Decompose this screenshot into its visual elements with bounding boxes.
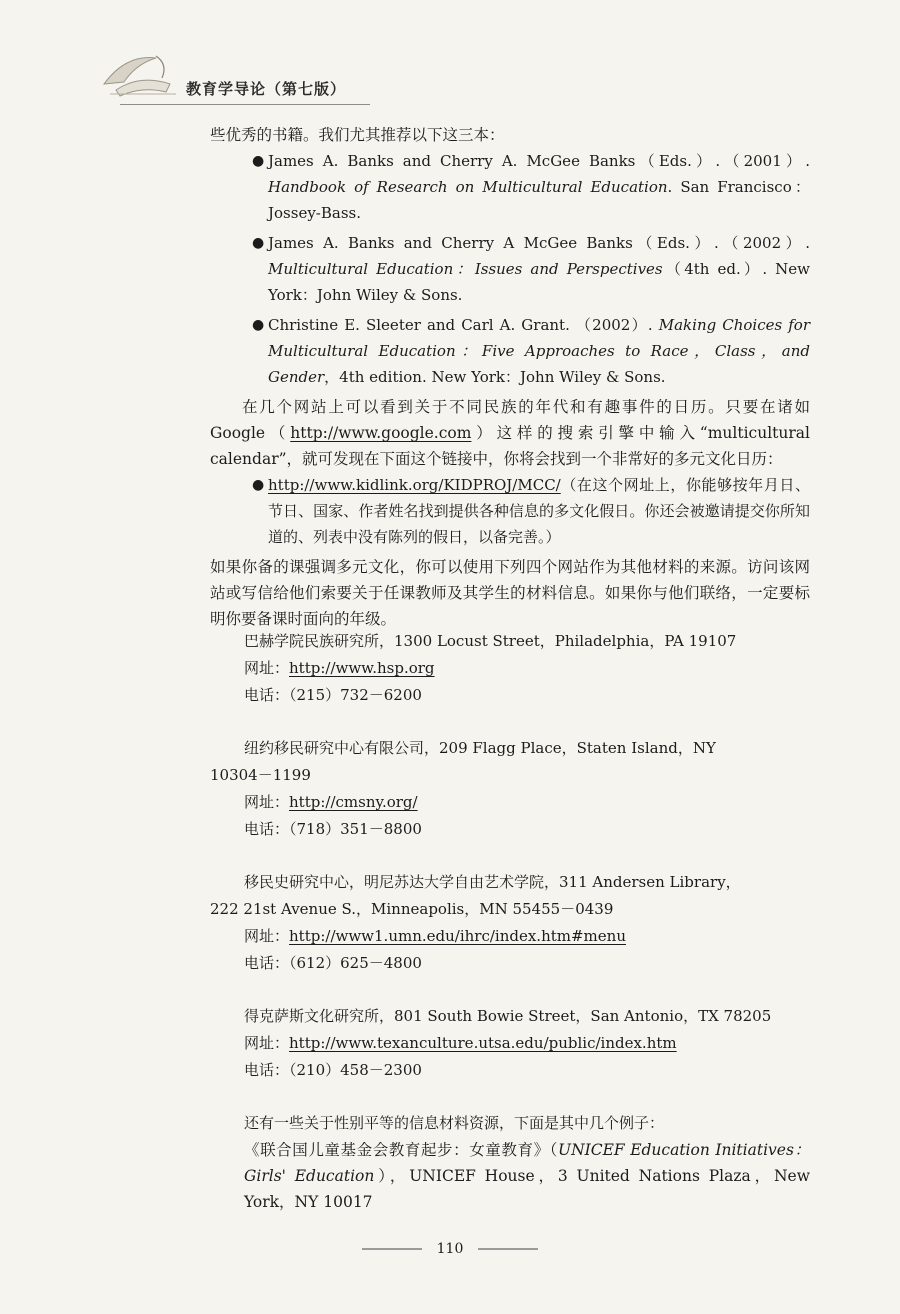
org-phone: 电话：（210）458－2300: [244, 1061, 422, 1079]
footer-rule-right: [478, 1248, 538, 1250]
footer-rule-left: [362, 1248, 422, 1250]
running-header-title: 教育学导论（第七版）: [186, 80, 347, 98]
org-address: 巴赫学院民族研究所，1300 Locust Street，Philadelphia，PA 19107: [244, 632, 737, 650]
google-link[interactable]: http://www.google.com: [290, 424, 472, 442]
bullet-icon: ●: [252, 477, 265, 493]
org-web: 网址：http://www.hsp.org: [244, 659, 435, 677]
org-address: 得克萨斯文化研究所，801 South Bowie Street，San Antonio，TX 78205: [244, 1007, 772, 1025]
bullet-icon: ●: [252, 153, 265, 169]
gender-entry: 《联合国儿童基金会教育起步：女童教育》（UNICEF Education Initiatives：Girls' Education），UNICEF House，3 United Nations Plaza，New York，NY 10017: [244, 1141, 810, 1211]
org-entry-3: [210, 869, 810, 977]
org-entry-2: [210, 735, 810, 843]
book-recommendations: [210, 122, 810, 632]
org-address-cont: 222 21st Avenue S.，Minneapolis，MN 55455－0439: [210, 900, 614, 918]
org-address-cont: 10304－1199: [210, 766, 311, 784]
organization-list: [210, 628, 810, 1215]
book-feather-logo-icon: [96, 44, 186, 104]
calendar-link-list: [210, 472, 810, 550]
org-web-link[interactable]: http://www.hsp.org: [289, 659, 435, 677]
org-web-link[interactable]: http://www1.umn.edu/ihrc/index.htm#menu: [289, 927, 626, 945]
kidlink-link[interactable]: http://www.kidlink.org/KIDPROJ/MCC/: [268, 476, 561, 494]
org-web: 网址：http://www.texanculture.utsa.edu/public/index.htm: [244, 1034, 677, 1052]
page-number: 110: [436, 1240, 464, 1257]
calendar-link-entry: ● http://www.kidlink.org/KIDPROJ/MCC/（在这个网址上，你能够按年月日、节日、国家、作者姓名找到提供各种信息的多文化假日。你还会被邀请提交你所知道的、列表中没有陈列的假日，以备完善。）: [210, 472, 810, 550]
header-rule: [120, 104, 370, 105]
org-phone: 电话：（215）732－6200: [244, 686, 422, 704]
org-phone: 电话：（718）351－8800: [244, 820, 422, 838]
sources-paragraph: 如果你备的课强调多元文化，你可以使用下列四个网站作为其他材料的来源。访问该网站或写信给他们索要关于任课教师及其学生的材料信息。如果你与他们联络，一定要标明你要备课时面向的年级。: [210, 558, 810, 628]
org-entry-4: [210, 1003, 810, 1084]
org-web: 网址：http://www1.umn.edu/ihrc/index.htm#menu: [244, 927, 626, 945]
bullet-icon: ●: [252, 235, 265, 251]
org-web-link[interactable]: http://www.texanculture.utsa.edu/public/index.htm: [289, 1034, 677, 1052]
book-entry-3: ● Christine E. Sleeter and Carl A. Grant. （2002）. Making Choices for Multicultural Education：Five Approaches to Race，Class，and Gender，4th edition. New York：John Wiley & Sons.: [210, 312, 810, 390]
org-web: 网址：http://cmsny.org/: [244, 793, 418, 811]
page-footer: [0, 1238, 900, 1257]
book-list: [210, 148, 810, 390]
org-entry-1: [210, 628, 810, 709]
calendar-paragraph: 在几个网站上可以看到关于不同民族的年代和有趣事件的日历。只要在诸如 Google（http://www.google.com）这样的搜索引擎中输入“multicultural calendar”，就可发现在下面这个链接中，你将会找到一个非常好的多元文化日历：: [210, 398, 810, 468]
gender-intro: 还有一些关于性别平等的信息材料资源，下面是其中几个例子：: [244, 1114, 665, 1132]
bullet-icon: ●: [252, 317, 265, 333]
org-address: 纽约移民研究中心有限公司，209 Flagg Place，Staten Island，NY: [244, 739, 716, 757]
org-web-link[interactable]: http://cmsny.org/: [289, 793, 418, 811]
org-phone: 电话：（612）625－4800: [244, 954, 422, 972]
org-address: 移民史研究中心，明尼苏达大学自由艺术学院，311 Andersen Library，: [244, 873, 741, 891]
intro-text: 些优秀的书籍。我们尤其推荐以下这三本：: [210, 126, 505, 144]
book-entry-2: ● James A. Banks and Cherry A McGee Banks（Eds.）.（2002）. Multicultural Education：Issues and Perspectives（4th ed.）. New York：John Wiley & Sons.: [210, 230, 810, 308]
book-entry-1: ● James A. Banks and Cherry A. McGee Banks（Eds.）.（2001）. Handbook of Research on Multicultural Education. San Francisco：Jossey-Bass.: [210, 148, 810, 226]
